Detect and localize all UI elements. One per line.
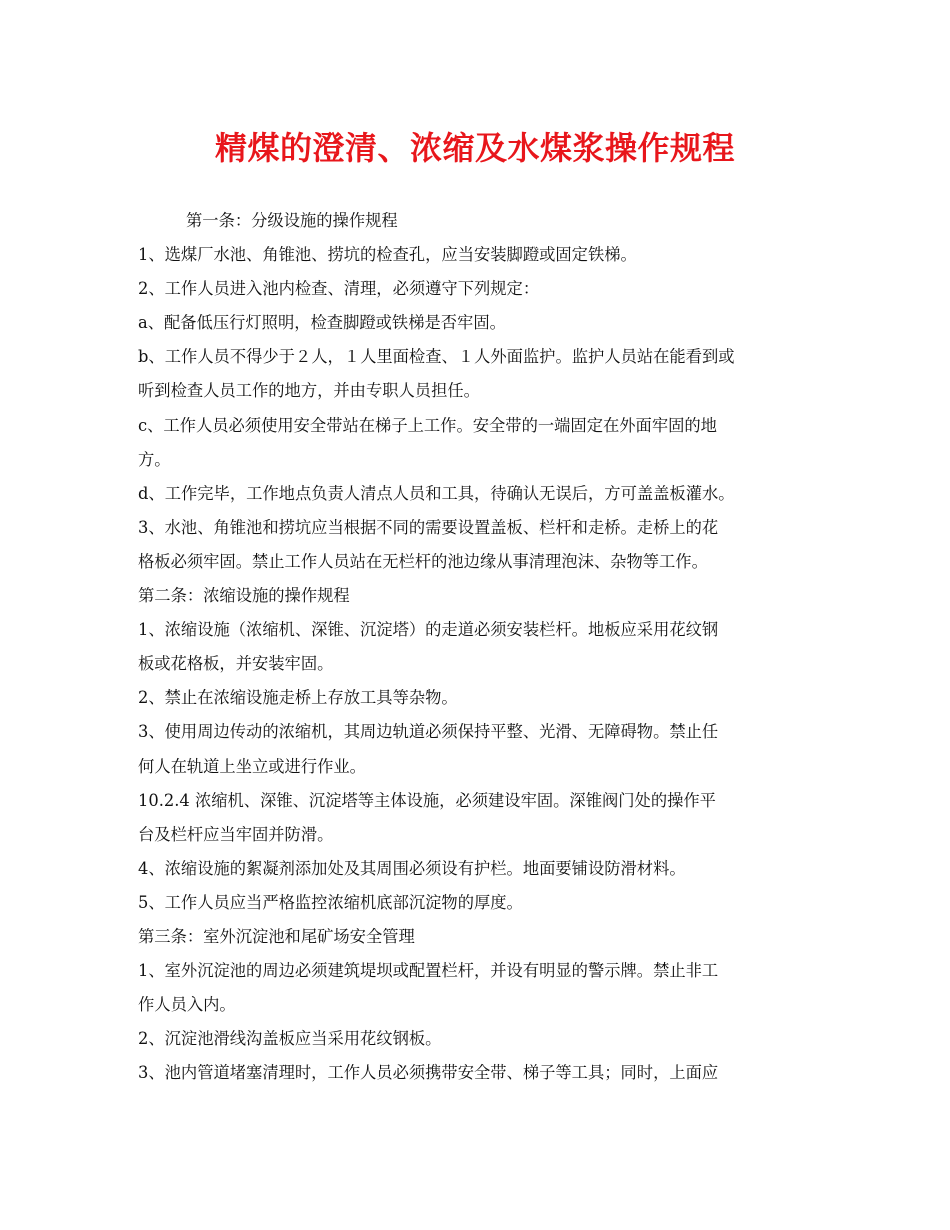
section-heading: 第一条：分级设施的操作规程 — [186, 211, 398, 230]
paragraph-line: a、配备低压行灯照明，检查脚蹬或铁梯是否牢固。 — [138, 313, 506, 333]
paragraph-line: 作人员入内。 — [138, 995, 236, 1015]
paragraph-line: 3、使用周边传动的浓缩机，其周边轨道必须保持平整、光滑、无障碍物。禁止任 — [138, 722, 719, 742]
section-heading: 第二条：浓缩设施的操作规程 — [138, 586, 350, 606]
paragraph-line: 台及栏杆应当牢固并防滑。 — [138, 824, 334, 844]
paragraph-line: 1、浓缩设施（浓缩机、深锥、沉淀塔）的走道必须安装栏杆。地板应采用花纹钢 — [138, 620, 719, 640]
paragraph-line: 3、池内管道堵塞清理时，工作人员必须携带安全带、梯子等工具；同时，上面应 — [138, 1063, 719, 1083]
paragraph-line: 5、工作人员应当严格监控浓缩机底部沉淀物的厚度。 — [138, 892, 523, 912]
paragraph-line: 2、沉淀池滑线沟盖板应当采用花纹钢板。 — [138, 1029, 442, 1049]
paragraph-line: 2、禁止在浓缩设施走桥上存放工具等杂物。 — [138, 688, 458, 708]
paragraph-line: 方。 — [138, 449, 171, 469]
document-body — [138, 204, 814, 1090]
paragraph-line: d、工作完毕，工作地点负责人清点人员和工具，待确认无误后，方可盖盖板灌水。 — [138, 483, 735, 503]
paragraph-line: 何人在轨道上坐立或进行作业。 — [138, 756, 366, 776]
paragraph-line: 1、室外沉淀池的周边必须建筑堤坝或配置栏杆，并设有明显的警示牌。禁止非工 — [138, 961, 719, 981]
paragraph-line: 4、浓缩设施的絮凝剂添加处及其周围必须设有护栏。地面要铺设防滑材料。 — [138, 858, 686, 878]
paragraph-line: 听到检查人员工作的地方，并由专职人员担任。 — [138, 381, 480, 401]
paragraph-line: 10.2.4 浓缩机、深锥、沉淀塔等主体设施，必须建设牢固。深锥阀门处的操作平 — [138, 790, 716, 810]
paragraph-line: b、工作人员不得少于２人，１人里面检查、１人外面监护。监护人员站在能看到或 — [138, 347, 735, 367]
document-title: 精煤的澄清、浓缩及水煤浆操作规程 — [214, 129, 735, 167]
section-heading: 第三条：室外沉淀池和尾矿场安全管理 — [138, 926, 415, 946]
paragraph-line: 2、工作人员进入池内检查、清理，必须遵守下列规定： — [138, 279, 540, 299]
paragraph-line: 3、水池、角锥池和捞坑应当根据不同的需要设置盖板、栏杆和走桥。走桥上的花 — [138, 517, 719, 537]
paragraph-line: 板或花格板，并安装牢固。 — [138, 654, 334, 674]
paragraph-line: 1、选煤厂水池、角锥池、捞坑的检查孔，应当安装脚蹬或固定铁梯。 — [138, 245, 637, 265]
paragraph-line: c、工作人员必须使用安全带站在梯子上工作。安全带的一端固定在外面牢固的地 — [138, 415, 717, 435]
paragraph-line: 格板必须牢固。禁止工作人员站在无栏杆的池边缘从事清理泡沫、杂物等工作。 — [138, 551, 708, 571]
